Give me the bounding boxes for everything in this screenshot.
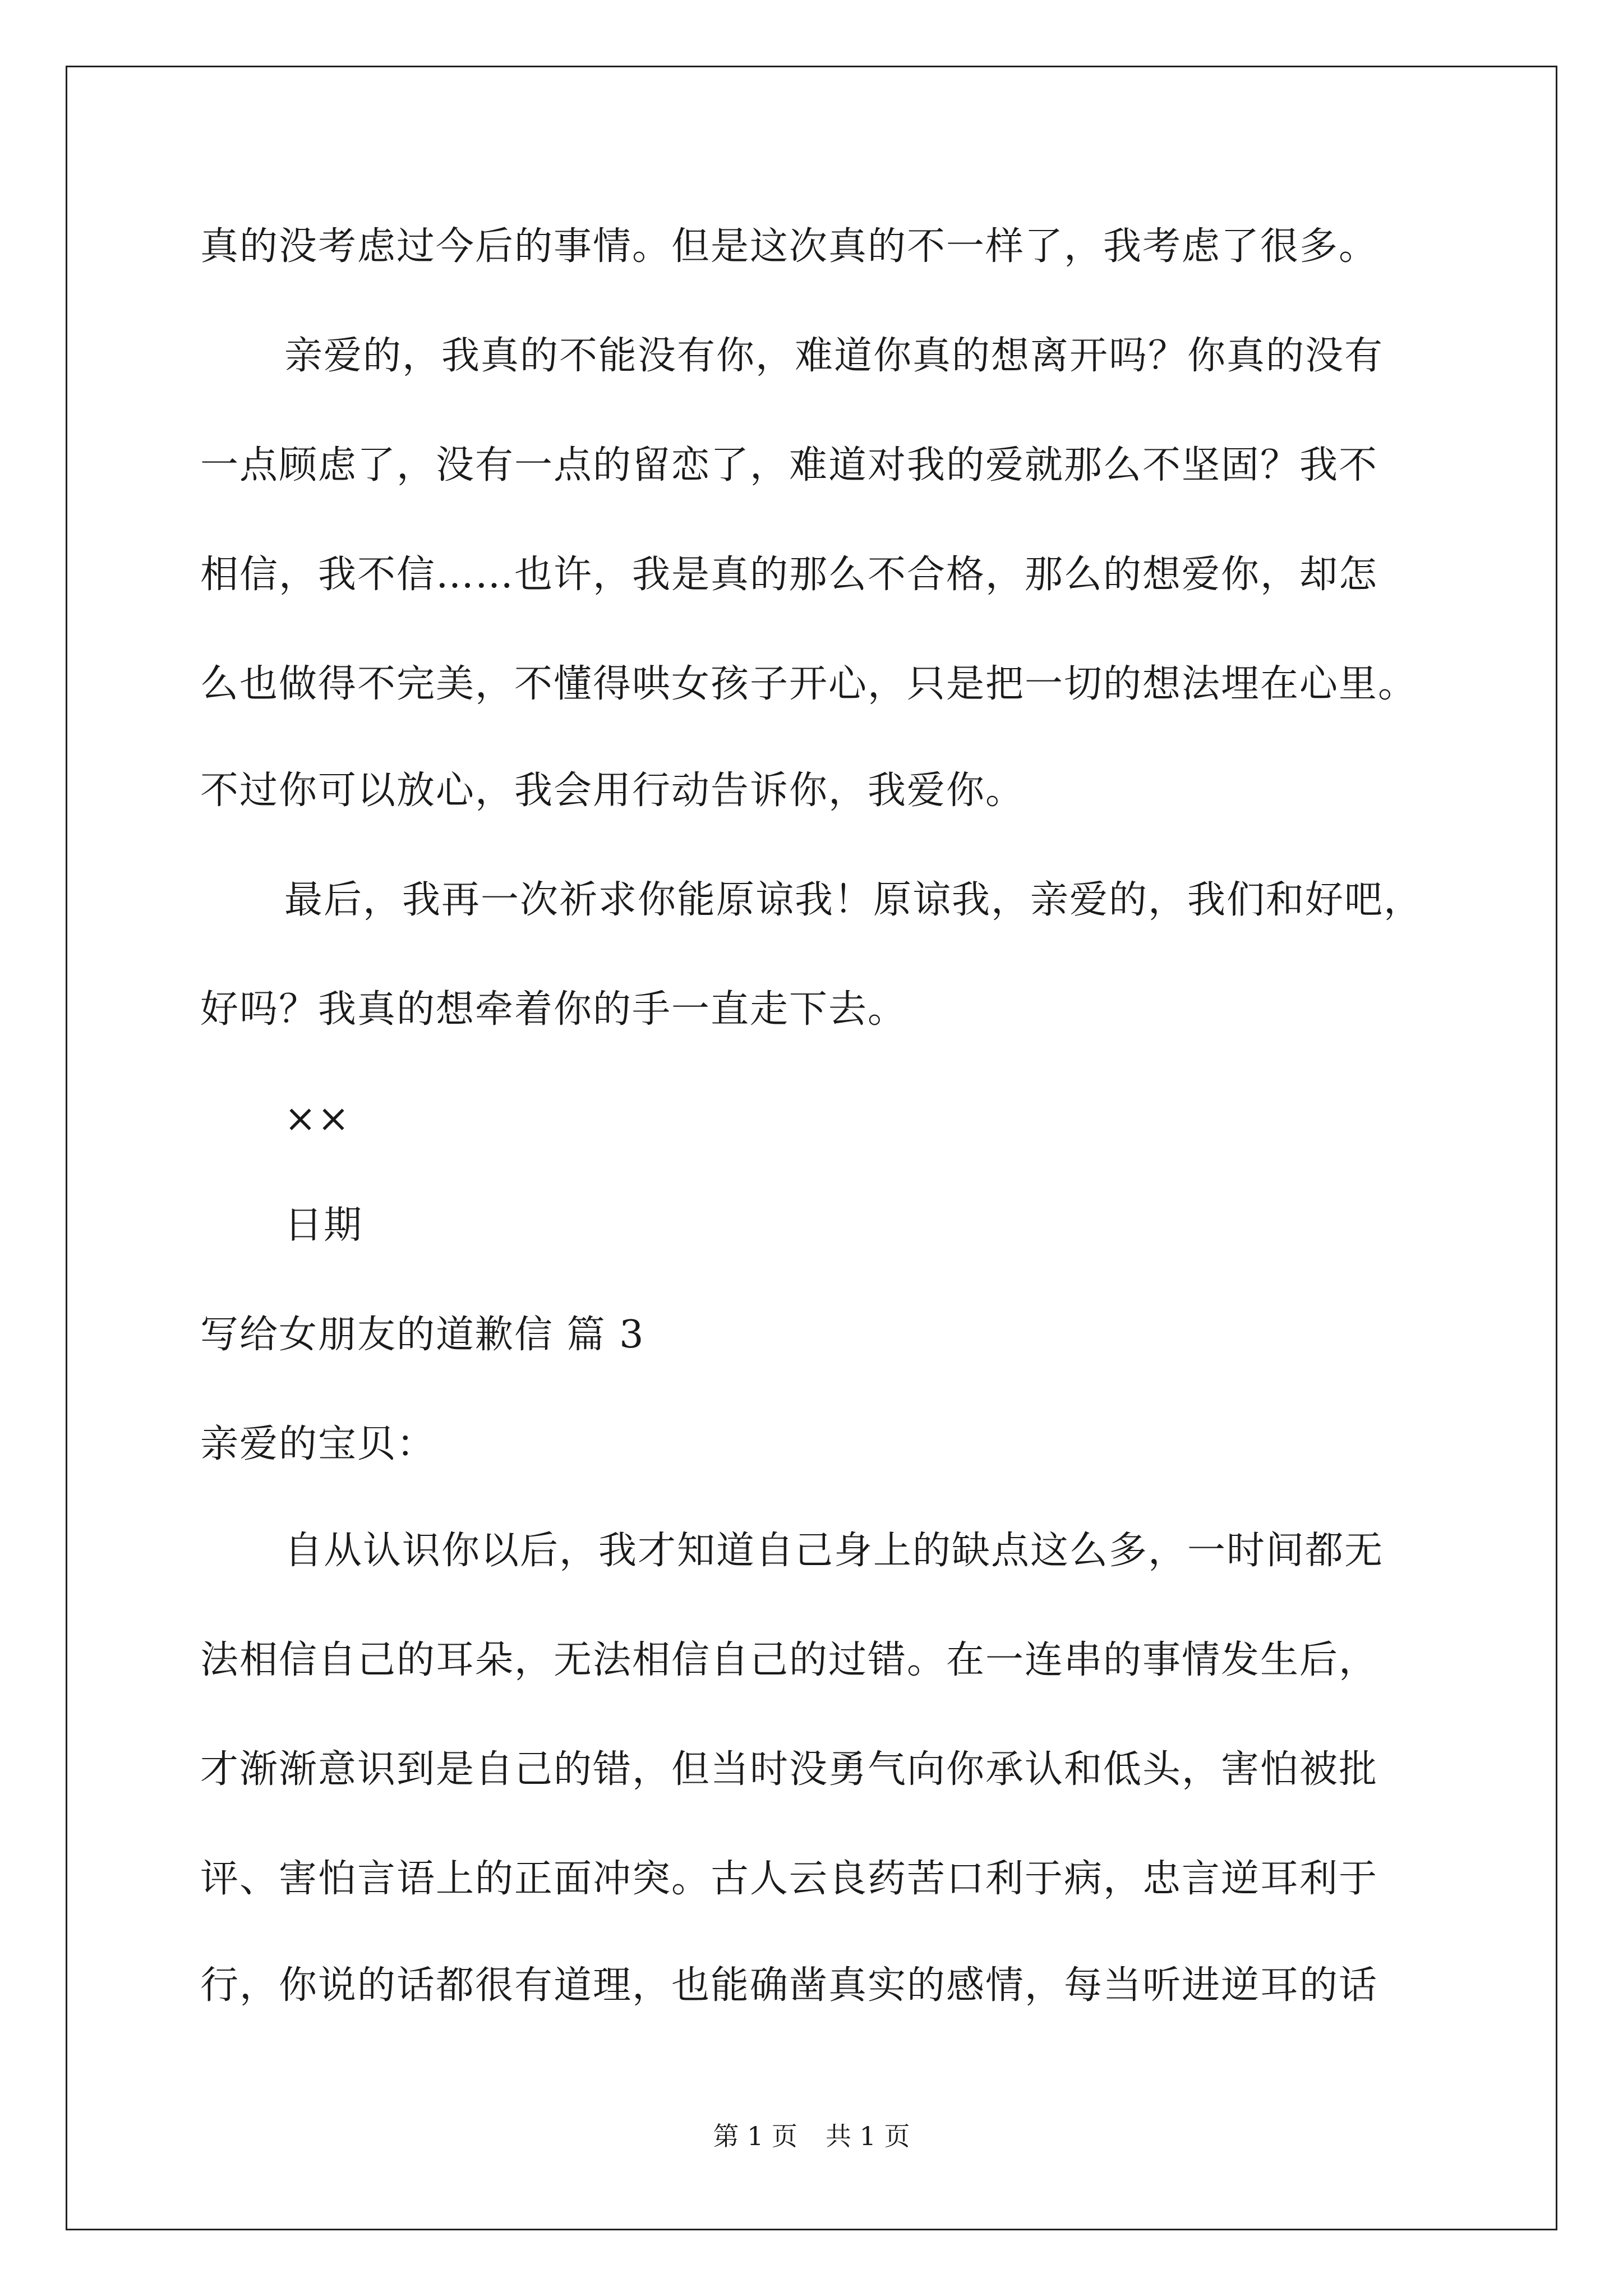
text-line: 评、害怕言语上的正面冲突。古人云良药苦口利于病，忠言逆耳利于 [200,1857,1378,1901]
text-line: 不过你可以放心，我会用行动告诉你，我爱你。 [200,769,1025,813]
text-line: 一点顾虑了，没有一点的留恋了，难道对我的爱就那么不坚固？我不 [200,443,1378,487]
text-line: 才渐渐意识到是自己的错，但当时没勇气向你承认和低头，害怕被批 [200,1747,1378,1792]
text-line: 行，你说的话都很有道理，也能确凿真实的感情，每当听进逆耳的话 [200,1963,1378,2008]
signature: ×× [284,1097,351,1141]
salutation: 亲爱的宝贝： [200,1422,436,1466]
page-number: 第 1 页 [713,2121,797,2151]
date-label: 日期 [284,1203,363,1248]
section-heading: 写给女朋友的道歉信 篇 3 [200,1313,645,1357]
text-line: 自从认识你以后，我才知道自己身上的缺点这么多，一时间都无 [284,1529,1384,1573]
text-line: 么也做得不完美，不懂得哄女孩子开心，只是把一切的想法埋在心里。 [200,662,1418,706]
text-line: 法相信自己的耳朵，无法相信自己的过错。在一连串的事情发生后， [200,1638,1378,1682]
page-footer [0,2119,1623,2153]
text-line: 好吗？我真的想牵着你的手一直走下去。 [200,987,907,1032]
text-line: 亲爱的，我真的不能没有你，难道你真的想离开吗？你真的没有 [284,334,1384,378]
text-line: 相信，我不信……也许，我是真的那么不合格，那么的想爱你，却怎 [200,553,1378,597]
text-line: 最后，我再一次祈求你能原谅我！原谅我，亲爱的，我们和好吧， [284,878,1423,922]
page-total: 共 1 页 [826,2121,910,2151]
text-line: 真的没考虑过今后的事情。但是这次真的不一样了，我考虑了很多。 [200,224,1378,269]
